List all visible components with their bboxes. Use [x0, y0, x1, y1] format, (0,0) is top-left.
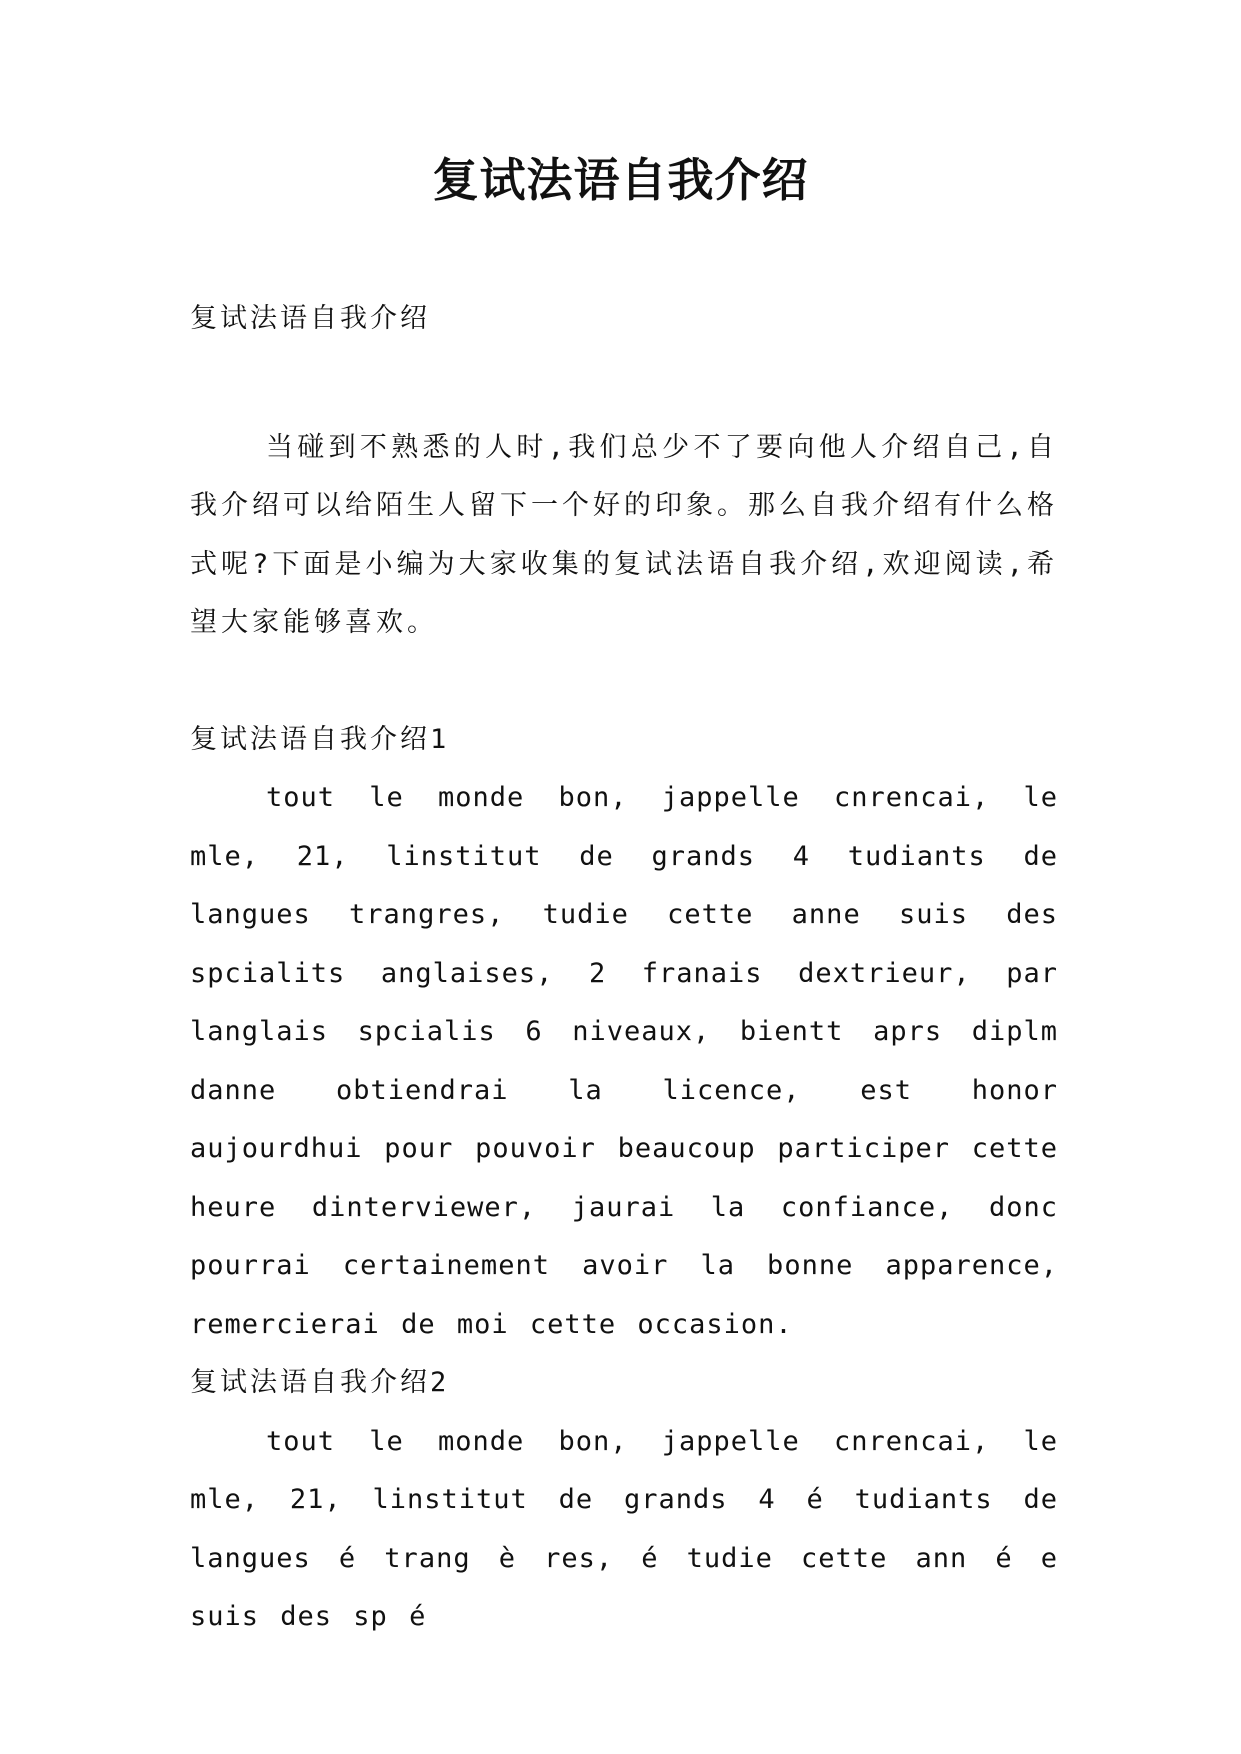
- document-subtitle: 复试法语自我介绍: [190, 303, 430, 334]
- document-body: [190, 290, 1058, 1647]
- document-title: 复试法语自我介绍: [432, 153, 809, 207]
- spacer: [190, 653, 1058, 711]
- section-heading-2: 复试法语自我介绍2: [190, 1367, 450, 1398]
- section-body-1: tout le monde bon, jappelle cnrencai, le mle, 21, linstitut de grands 4 tudiants de langues trangres, tudie cette anne suis des spcialits anglaises, 2 franais dextrieur, par langlais spcialis 6 niveaux, bientt aprs diplm danne obtiendrai la licence, est honor aujourdhui pour pouvoir beaucoup participer cette heure dinterviewer, jaurai la confiance, donc pourrai certainement avoir la bonne apparence, remercierai de moi cette occasion.: [190, 782, 1058, 1340]
- intro-paragraph: 当碰到不熟悉的人时,我们总少不了要向他人介绍自己,自我介绍可以给陌生人留下一个好的印象。那么自我介绍有什么格式呢?下面是小编为大家收集的复试法语自我介绍,欢迎阅读,希望大家能够喜欢。: [190, 431, 1058, 638]
- section-body-2: tout le monde bon, jappelle cnrencai, le mle, 21, linstitut de grands 4 é tudiants de langues é trang è res, é tudie cette ann é e suis des sp é: [190, 1425, 1058, 1632]
- spacer: [190, 349, 1058, 419]
- section-heading-1: 复试法语自我介绍1: [190, 723, 450, 755]
